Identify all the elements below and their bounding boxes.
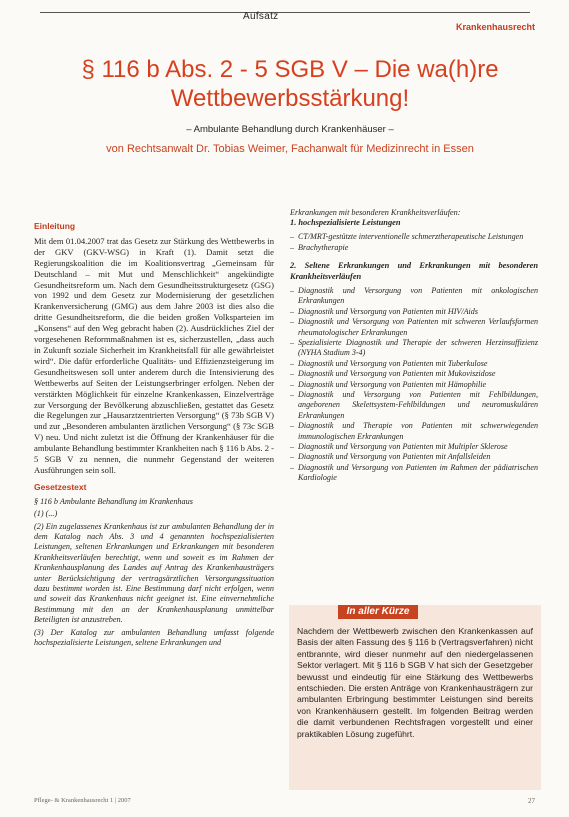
group1-list	[290, 232, 538, 253]
group1-heading: 1. hochspezialisierte Leistungen	[290, 218, 401, 228]
list-item: – CT/MRT-gestützte interventionelle schmerztherapeutische Leistungen	[290, 232, 538, 242]
list-item: – Diagnostik und Versorgung von Patienten mit HIV/Aids	[290, 307, 538, 317]
list-item: – Diagnostik und Versorgung von Patienten mit onkologischen Erkrankungen	[290, 286, 538, 307]
law-line: (2) Ein zugelassenes Krankenhaus ist zur ambulanten Behandlung der in dem Katalog nach Abs. 3 und 4 genannten hochspezialisierten Leistungen, seltenen Erkrankungen und Erkrankungen mit besonderen Krankheitsverläufen berechtigt, wenn und soweit es im Rahmen der Krankenhausplanung des Landes auf Antrag des Krankenhausträgers unter Berücksichtigung der vertragsärztlichen Versorgungssituation dazu bestimmt worden ist. Eine Bestimmung darf nicht erfolgen, wenn und soweit das Krankenhaus nicht geeignet ist. Eine einvernehmliche Bestimmung mit den an der Krankenhausplanung unmittelbar Beteiligten ist anzustreben.	[34, 521, 274, 625]
list-item: – Diagnostik und Versorgung von Patienten mit Mukoviszidose	[290, 369, 538, 379]
intro-heading: Einleitung	[34, 221, 76, 231]
header-rule	[40, 12, 530, 13]
list-item: – Diagnostik und Versorgung von Patienten mit Multipler Sklerose	[290, 442, 538, 452]
law-line: (1) (...)	[34, 509, 58, 519]
right-column	[290, 208, 538, 492]
list-item: – Brachytherapie	[290, 243, 538, 253]
article-title: § 116 b Abs. 2 - 5 SGB V – Die wa(h)re Wettbewerbsstärkung!	[81, 56, 499, 112]
intro-paragraph: Mit dem 01.04.2007 trat das Gesetz zur Stärkung des Wettbewerbs in der GKV (GKV-WSG) in Kraft (1). Damit setzt die Regierungskoalition die im Koalitionsvertrag „Gemeinsam für Deutschland – mit Mut und Menschlichkeit“ angekündigte Gesundheitsreform um. Nach dem Gesundheitsstrukturgesetz (GSG) von 1992 und dem Gesetz zur Modernisierung der gesetzlichen Krankenversicherung (GMG) aus dem Jahre 2003 ist dies also die dritte Gesundheitsreform, die die beiden großen Volksparteien im „Konsens“ auf den Weg gebracht haben (2). Ausdrückliches Ziel der vorgesehenen Reformmaßnahmen ist es, sicherzustellen, „dass auch in Zukunft soziale Sicherheit im Krankheitsfall für alle gewährleistet wird“. Die dafür erforderliche Qualitäts- und Effizienzsteigerung im Gesundheitswesen soll unter anderem durch die Intensivierung des Wettbewerbs auf Seiten der Leistungserbringer erfolgen. Neben der verstärkten Möglichkeit für einzelne Krankenkassen, Einzelverträge zur Versorgung der Bevölkerung abzuschließen, gestattet das Gesetz die Regelungen zur „Hausarztzentrierten Versorgung“ (§ 73b SGB V) und zur „Besonderen ambulanten ärztlichen Versorgung“ (§ 73c SGB V) neu. Und nicht zuletzt ist die Öffnung der Krankenhäuser für die ambulante Behandlung bestimmter Krankheiten nach § 116 b Abs. 2 - 5 SGB V zu nennen, die nunmehr Gegenstand der weiteren Ausführungen sein soll.	[34, 235, 275, 475]
list-item: – Diagnostik und Therapie von Patienten mit schwerwiegenden immunologischen Erkrankungen	[290, 421, 538, 442]
category-label: Krankenhausrecht	[455, 22, 535, 32]
law-text	[34, 497, 274, 649]
list-item: – Diagnostik und Versorgung von Patienten mit Hämophilie	[290, 380, 538, 390]
list-item: – Diagnostik und Versorgung von Patienten mit Anfallsleiden	[290, 452, 538, 462]
list-item: – Spezialisierte Diagnostik und Therapie der schweren Herzinsuffizienz (NYHA Stadium 3-4)	[290, 338, 538, 359]
list-item: – Diagnostik und Versorgung von Patienten mit Fehlbildungen, angeborenen Skelettsystem-Fehlbildungen und neuromuskulären Erkrankungen	[290, 390, 538, 421]
law-line: § 116 b Ambulante Behandlung im Krankenhaus	[34, 496, 193, 506]
group2-list	[290, 286, 538, 484]
law-heading: Gesetzestext	[34, 481, 87, 492]
article-subtitle: – Ambulante Behandlung durch Krankenhäuser –	[186, 124, 394, 135]
list-item: – Diagnostik und Versorgung von Patienten mit Tuberkulose	[290, 359, 538, 369]
journal-footer: Pflege- & Krankenhausrecht 1 | 2007	[34, 797, 131, 804]
section-label: Aufsatz	[243, 11, 279, 22]
article-byline: von Rechtsanwalt Dr. Tobias Weimer, Fachanwalt für Medizinrecht in Essen	[106, 143, 474, 155]
page-number: 27	[528, 797, 535, 805]
summary-text: Nachdem der Wettbewerb zwischen den Krankenkassen auf Basis der alten Fassung des § 116 b (Vertragsverfahren) nicht entbrannte, wird dieser nunmehr auf den niedergelassenen Sektor verlagert. Mit § 116 b SGB V hat sich der Gesetzgeber bewusst und eindeutig für eine Stärkung des Wettbewerbs entschieden. Die ersten Anträge von Krankenhausträgern zur ambulanten Erbringung bestimmter Leistungen sind bereits von Krankenhäusern gestellt. Im folgenden Beitrag werden die damit verbundenen Rechtsfragen vorgestellt und einer praktikablen Lösung zugeführt.	[297, 626, 533, 739]
law-line: (3) Der Katalog zur ambulanten Behandlung umfasst folgende hochspezialisierte Leistungen, seltene Erkrankungen und	[34, 627, 274, 648]
list-item: – Diagnostik und Versorgung von Patienten im Rahmen der pädiatrischen Kardiologie	[290, 463, 538, 484]
left-column	[34, 221, 274, 650]
law-continuation: Erkrankungen mit besonderen Krankheitsverläufen:	[290, 208, 461, 217]
list-item: – Diagnostik und Versorgung von Patienten mit schweren Verlaufsformen rheumatologischer Erkrankungen	[290, 317, 538, 338]
group2-heading: 2. Seltene Erkrankungen und Erkrankungen mit besonderen Krankheitsverläufen	[290, 261, 538, 282]
summary-title: In aller Kürze	[338, 605, 418, 619]
